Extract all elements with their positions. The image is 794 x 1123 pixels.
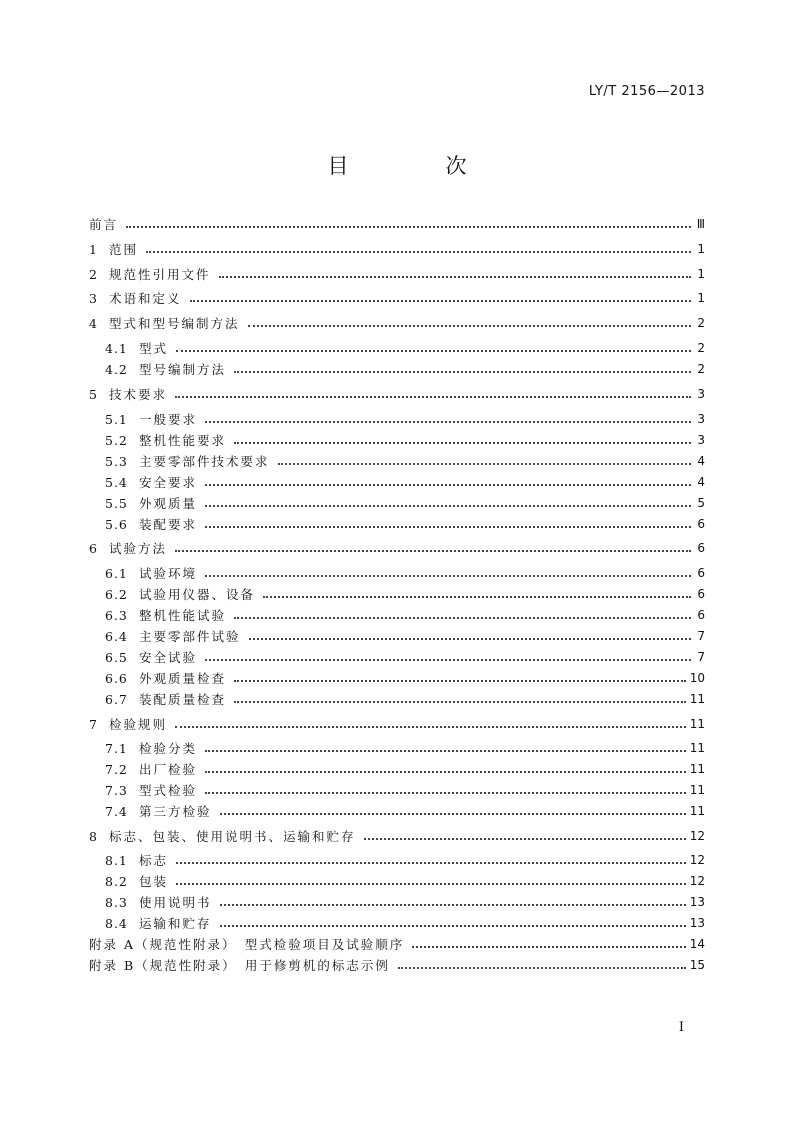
toc-dot-leader (126, 225, 691, 228)
toc-entry-page: 2 (697, 341, 705, 355)
toc-entry-label: 型号编制方法 (139, 362, 227, 377)
toc-entry-label: 检验分类 (139, 741, 198, 756)
toc-entry[interactable] (89, 384, 705, 405)
toc-dot-leader (219, 275, 691, 278)
toc-dot-leader (205, 749, 686, 752)
toc-entry-page: 2 (697, 362, 705, 376)
toc-entry[interactable] (89, 313, 705, 334)
toc-entry[interactable] (105, 472, 705, 493)
toc-entry-number: 7 (89, 717, 98, 732)
toc-dot-leader (176, 349, 691, 352)
toc-entry-number: 4 (89, 316, 98, 331)
toc-entry-label: 术语和定义 (109, 291, 182, 306)
toc-entry-page: 11 (689, 783, 705, 797)
toc-dot-leader (364, 837, 686, 840)
toc-entry-number: 8.2 (105, 874, 128, 889)
page-title: 目 次 (327, 154, 505, 178)
toc-entry[interactable] (105, 738, 705, 759)
toc-entry-page: 11 (689, 804, 705, 818)
toc-dot-leader (175, 395, 691, 398)
toc-entry-label: 技术要求 (109, 387, 168, 402)
toc-entry-label: 范围 (109, 242, 139, 257)
toc-entry-number: 3 (89, 291, 98, 306)
toc-dot-leader (398, 966, 686, 969)
toc-entry-number: 5.5 (105, 496, 128, 511)
toc-dot-leader (234, 370, 691, 373)
toc-dot-leader (205, 770, 686, 773)
toc-entry-number: 6.1 (105, 566, 128, 581)
toc-entry-page: 1 (697, 291, 705, 305)
toc-entry-number: 1 (89, 242, 98, 257)
toc-entry-number: 6 (89, 541, 98, 556)
toc-entry-number: 7.2 (105, 762, 128, 777)
toc-entry-page: 11 (689, 717, 705, 731)
toc-entry-label: 前言 (89, 217, 119, 232)
toc-dot-leader (146, 250, 691, 253)
toc-entry-label: 附录 A（规范性附录） 型式检验项目及试验顺序 (89, 937, 405, 952)
toc-entry-page: 14 (689, 937, 705, 951)
toc-entry-number: 6.4 (105, 629, 128, 644)
toc-entry[interactable] (105, 780, 705, 801)
toc-entry[interactable] (89, 934, 705, 955)
toc-dot-leader (175, 725, 686, 728)
toc-entry[interactable] (105, 913, 705, 934)
toc-entry-page: 5 (697, 496, 705, 510)
toc-entry[interactable] (105, 850, 705, 871)
toc-dot-leader (248, 324, 691, 327)
toc-entry-page: 13 (689, 895, 705, 909)
toc-entry-label: 装配要求 (139, 517, 198, 532)
doc-code: LY/T 2156—2013 (588, 84, 705, 99)
toc-entry-number: 6.5 (105, 650, 128, 665)
toc-entry-number: 2 (89, 267, 98, 282)
toc-entry-number: 7.1 (105, 741, 128, 756)
toc-entry-number: 5.2 (105, 433, 128, 448)
toc-entry-number: 7.3 (105, 783, 128, 798)
toc-entry[interactable] (105, 689, 705, 710)
toc-entry[interactable] (89, 826, 705, 847)
toc-entry[interactable] (89, 288, 705, 309)
toc-entry[interactable] (105, 584, 705, 605)
toc-entry[interactable] (89, 264, 705, 285)
toc-entry-number: 8 (89, 829, 98, 844)
toc-entry-page: 11 (689, 762, 705, 776)
toc-entry-number: 6.2 (105, 587, 128, 602)
toc-entry-page: 7 (697, 650, 705, 664)
toc-entry-label: 安全要求 (139, 475, 198, 490)
toc-entry-label: 型式和型号编制方法 (109, 316, 240, 331)
toc-entry[interactable] (89, 214, 705, 235)
toc-entry-page: 3 (697, 387, 705, 401)
toc-dot-leader (205, 525, 691, 528)
toc-entry[interactable] (105, 514, 705, 535)
toc-dot-leader (220, 812, 686, 815)
toc-dot-leader (263, 595, 691, 598)
toc-entry-page: 3 (697, 412, 705, 426)
toc-entry[interactable] (105, 647, 705, 668)
toc-entry-number: 6.7 (105, 692, 128, 707)
toc-entry-label: 主要零部件技术要求 (139, 454, 270, 469)
toc-entry-label: 第三方检验 (139, 804, 212, 819)
toc-entry-label: 整机性能要求 (139, 433, 227, 448)
toc-entry-page: 15 (689, 958, 705, 972)
toc-entry-number: 6.6 (105, 671, 128, 686)
toc-entry-label: 试验用仪器、设备 (139, 587, 256, 602)
toc-entry-number: 6.3 (105, 608, 128, 623)
toc-entry-label: 规范性引用文件 (109, 267, 211, 282)
toc-entry-label: 试验环境 (139, 566, 198, 581)
toc-entry[interactable] (89, 239, 705, 260)
toc-entry-number: 4.1 (105, 341, 128, 356)
toc-entry-number: 5.1 (105, 412, 128, 427)
toc-entry-label: 出厂检验 (139, 762, 198, 777)
toc-entry-label: 附录 B（规范性附录） 用于修剪机的标志示例 (89, 958, 390, 973)
toc-entry-page: 1 (697, 242, 705, 256)
toc-entry-page: 12 (689, 853, 705, 867)
toc-entry-number: 4.2 (105, 362, 128, 377)
toc-dot-leader (220, 924, 686, 927)
toc-entry-label: 使用说明书 (139, 895, 212, 910)
toc-entry-label: 包装 (139, 874, 169, 889)
toc-dot-leader (412, 945, 685, 948)
toc-entry-label: 外观质量 (139, 496, 198, 511)
toc-dot-leader (205, 791, 686, 794)
toc-dot-leader (205, 504, 691, 507)
toc-entry-number: 7.4 (105, 804, 128, 819)
toc-dot-leader (190, 299, 691, 302)
toc-dot-leader (220, 903, 686, 906)
toc-entry-page: 6 (697, 541, 705, 555)
toc-dot-leader (234, 441, 691, 444)
toc-entry-page: Ⅲ (696, 217, 705, 231)
toc-entry[interactable] (105, 668, 705, 689)
toc-dot-leader (176, 882, 686, 885)
toc-entry-page: 12 (689, 829, 705, 843)
toc-entry-label: 型式 (139, 341, 169, 356)
toc-entry-page: 6 (697, 566, 705, 580)
toc-entry-label: 标志 (139, 853, 169, 868)
toc-entry[interactable] (105, 430, 705, 451)
toc-entry-label: 一般要求 (139, 412, 198, 427)
toc-entry[interactable] (89, 714, 705, 735)
toc-entry[interactable] (105, 409, 705, 430)
toc-entry-label: 试验方法 (109, 541, 168, 556)
toc-entry-page: 10 (689, 671, 705, 685)
toc-entry-label: 运输和贮存 (139, 916, 212, 931)
toc-entry-page: 13 (689, 916, 705, 930)
toc-entry-page: 11 (689, 692, 705, 706)
toc-entry-label: 装配质量检查 (139, 692, 227, 707)
toc-entry-page: 12 (689, 874, 705, 888)
toc-entry[interactable] (105, 605, 705, 626)
toc-entry-page: 4 (697, 454, 705, 468)
toc-entry-number: 5.6 (105, 517, 128, 532)
toc-entry-label: 外观质量检查 (139, 671, 227, 686)
toc-entry[interactable] (89, 955, 705, 976)
toc-entry[interactable] (89, 538, 705, 559)
toc-dot-leader (176, 861, 686, 864)
toc-entry[interactable] (105, 493, 705, 514)
toc-entry-page: 7 (697, 629, 705, 643)
toc-entry-label: 安全试验 (139, 650, 198, 665)
toc-entry-page: 6 (697, 517, 705, 531)
toc-dot-leader (205, 420, 691, 423)
toc-entry[interactable] (105, 801, 705, 822)
toc-entry-label: 检验规则 (109, 717, 168, 732)
toc-entry[interactable] (105, 759, 705, 780)
toc-entry-page: 6 (697, 608, 705, 622)
toc-entry-page: 6 (697, 587, 705, 601)
toc-entry[interactable] (105, 359, 705, 380)
toc-entry-number: 5.3 (105, 454, 128, 469)
toc-dot-leader (205, 658, 691, 661)
toc-dot-leader (234, 679, 686, 682)
toc-entry-number: 8.3 (105, 895, 128, 910)
toc-entry[interactable] (105, 338, 705, 359)
page-folio: Ⅰ (678, 1020, 684, 1035)
toc-entry[interactable] (105, 451, 705, 472)
toc-entry-number: 8.1 (105, 853, 128, 868)
toc-entry[interactable] (105, 892, 705, 913)
toc-entry-number: 5.4 (105, 475, 128, 490)
toc-entry-page: 2 (697, 316, 705, 330)
toc-entry-number: 5 (89, 387, 98, 402)
toc-entry-label: 标志、包装、使用说明书、运输和贮存 (109, 829, 356, 844)
toc-entry[interactable] (105, 626, 705, 647)
toc-entry-label: 主要零部件试验 (139, 629, 241, 644)
toc-dot-leader (234, 616, 691, 619)
toc-entry[interactable] (105, 871, 705, 892)
toc-dot-leader (234, 700, 686, 703)
toc-dot-leader (205, 483, 691, 486)
toc-dot-leader (175, 549, 691, 552)
toc-entry-page: 4 (697, 475, 705, 489)
toc-entry-label: 型式检验 (139, 783, 198, 798)
toc-entry[interactable] (105, 563, 705, 584)
toc-entry-number: 8.4 (105, 916, 128, 931)
toc-dot-leader (205, 574, 691, 577)
toc-dot-leader (278, 462, 691, 465)
toc-entry-label: 整机性能试验 (139, 608, 227, 623)
toc-dot-leader (249, 637, 691, 640)
toc-entry-page: 1 (697, 267, 705, 281)
toc-entry-page: 11 (689, 741, 705, 755)
toc-entry-page: 3 (697, 433, 705, 447)
